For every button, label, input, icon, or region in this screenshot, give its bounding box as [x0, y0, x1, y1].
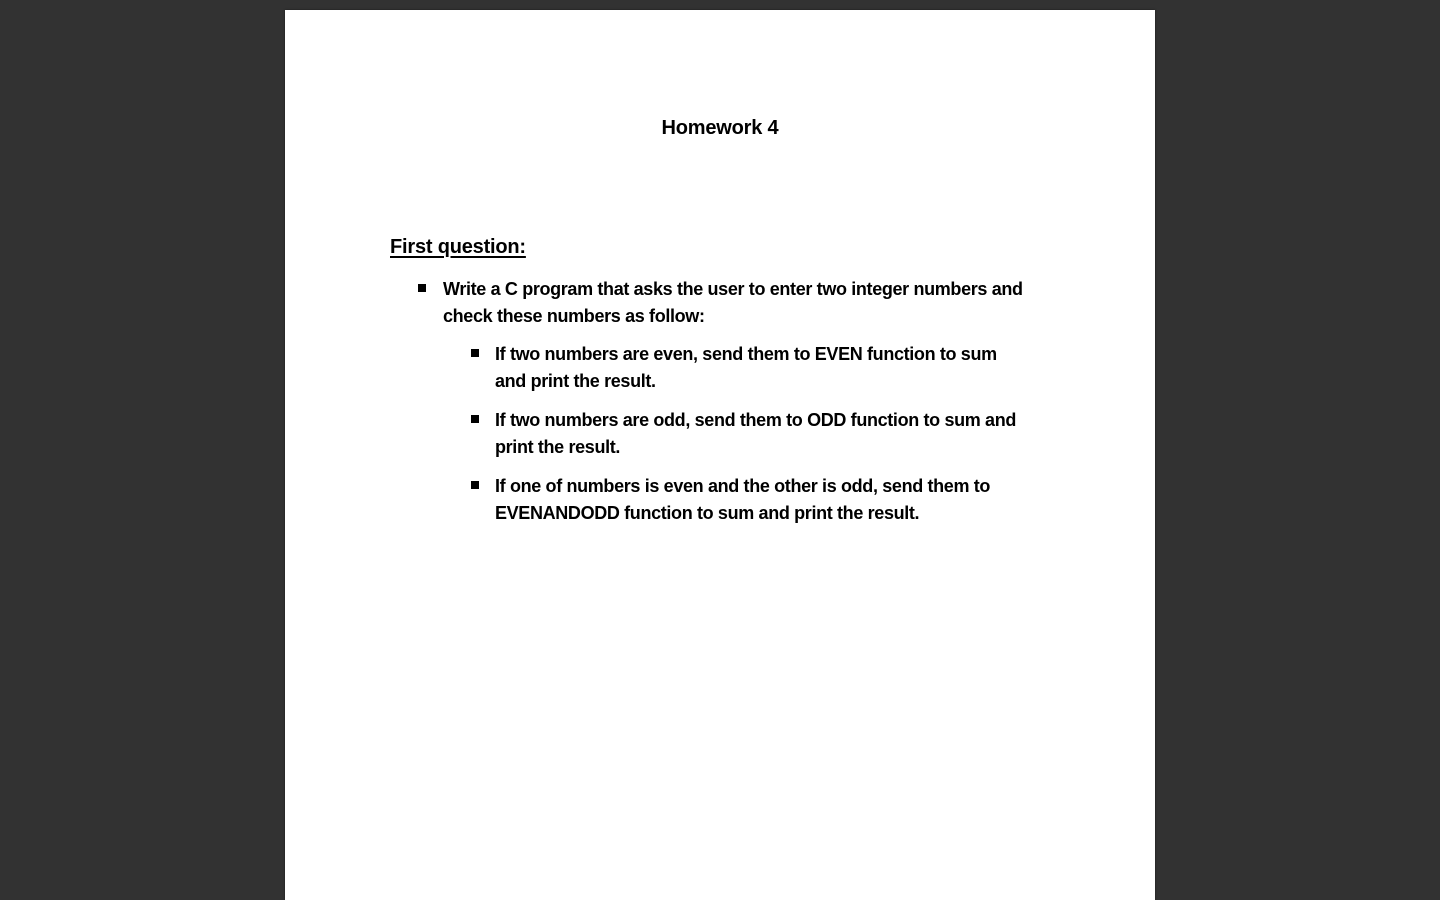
- sub-item-3-line-1: If one of numbers is even and the other is odd, send them to: [495, 476, 991, 496]
- square-bullet-icon: [471, 481, 479, 489]
- document-title: Homework 4: [661, 117, 779, 139]
- sub-item-1-line-1: If two numbers are even, send them to EVEN function to sum: [495, 344, 997, 364]
- sub-item-1-line-2: and print the result.: [495, 371, 656, 391]
- section-heading: First question:: [390, 236, 526, 258]
- sub-item-2-line-2: print the result.: [495, 437, 621, 457]
- square-bullet-icon: [471, 415, 479, 423]
- square-bullet-icon: [471, 349, 479, 357]
- main-item-line-2: check these numbers as follow:: [443, 306, 705, 326]
- main-item-line-1: Write a C program that asks the user to enter two integer numbers and: [443, 279, 1023, 299]
- document-page: [285, 10, 1155, 900]
- sub-item-2-line-1: If two numbers are odd, send them to ODD function to sum and: [495, 410, 1017, 430]
- sub-item-3-line-2: EVENANDODD function to sum and print the result.: [495, 503, 920, 523]
- square-bullet-icon: [418, 284, 426, 292]
